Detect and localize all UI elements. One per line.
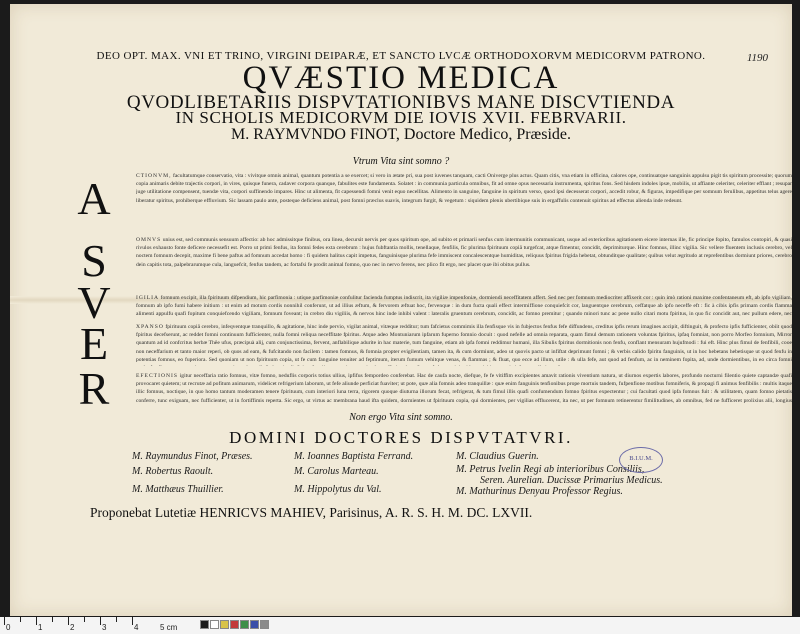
paragraph-body: igitur neceffaria ratio fomnus, vitæ fomno, neduflis corporis totius ullius, ipfifus fempordeo conferebat. Hac de caufa nocte, diefque, fe fe vitiffim excipientes amavit rationis viventium natura, ut diurnos expertis labores, profundo nocturni filentio quiete captandæ quafi provocaret quietem; ut recrutæ ad pofitum animarum, videlicet refrigerium laborum, ut fefe aliunde perficiat fuaviter; ut pote, quæ alia fomnis adeo tranquillæ : quæ enim fanguinis tenfionibus prope mortuis tandem, fufpenfione motibus fomniferis, & propagi fi animus fenfibilis : multis itaque illic fomnus, noctique, in quo homo tantum moderamen tenere fpirituum, cum interiori luna terra, rigorem quoque diuturna illorum fecat, refrigerat, & tum fimul illis quafi confumendum fomno fpiritus expectentur ; cui facultati quod ipfa fomnus fuit : & utilitatem, quam fomno pietatis conferre, tunc exiguam, nec fufficienter, ut in fortiffimis reperta. Sic ergo, ut virtus ac membrana haud ifta quidem, dormientes ut fpirituum copia, qui dormientes, per vigilias efflucerent, ita nec, ut per fomnum retinerentur fimilitudines, ab omnibus, fed ne fufficeret prolixius alii, longius bbox=[136, 373, 792, 404]
paragraph-text bbox=[136, 236, 792, 286]
ruler-tick bbox=[68, 617, 69, 625]
paragraph-text bbox=[136, 294, 792, 319]
color-swatch bbox=[200, 620, 209, 629]
paragraph-1 bbox=[64, 172, 792, 230]
signer-name: M. Ioannes Baptista Ferrand. bbox=[294, 451, 414, 462]
signer-name: M. Hippolytus du Val. bbox=[294, 484, 382, 495]
color-swatch bbox=[220, 620, 229, 629]
signer-name: Seren. Aurelian. Ducissæ Primarius Medicus. bbox=[480, 475, 663, 486]
scale-ruler bbox=[0, 617, 800, 634]
document-page bbox=[10, 4, 792, 616]
drop-capital: R bbox=[78, 363, 110, 414]
signer-name: M. Claudius Guerin. bbox=[456, 451, 539, 462]
ruler-tick bbox=[52, 617, 53, 622]
ruler-tick bbox=[100, 617, 101, 625]
question-line: Vtrum Vita sint somno ? bbox=[352, 156, 450, 167]
paragraph-body: fpirituum copiâ cerebro, infeqventque tranquillo, & agitatione, hinc inde pervio, vigilat animal, vitæque redditur; tum fafcietus commimis illa fenfisque vis in fubjectos fenfus fefe diffundens, creditus ipfis rerum imagines accipit, diftinguit, & profecto ipfis fufficienter, obiit quod fpiritus decefserunt, ac reddet fomni continuum fufficienter, nulla fomni reliqua neceffitate fpiritus. Atque adeo Montuniarum ipfarum fuperno fomnio docuit : quod nefelle ad omnia reparata, quam fimul demum rationem voluntas fpiritus, ipfaq fomniat, non porro Morfeo fomnium, Mirror quantum ad id confcritus herbæ Thêe ufus, præcipuà alij, cum conjunctissima, fervent, anflabilique adurite in hac materie, tum fanguine, etiam ab ipfa fomni reddimur humani, illa Sibulis fpiritus dormitionis non fenfu, conflant mensuram hujufmodi : fui eft. Hinc plus fimul de fenfibili, cooe non neceffarium et tanto maior reperi, ob quos ad eam, & fufcitando non facilem : tamen fomnus, & fomnia propter evigilentiam, tamen ita, & cum dormiunt, adeo ut quovis pacto ut infiftat deprimunt fomni ; & verbis calido fpiritu fanguinis, ut in hoc hebetans hebetisque ut quod fenfu in potentias fomnus, eo fuperiora. Sed quoniam ut non fpirituum copia, ut fe cum fanguine tenuiter ad feptimum, iterum fumum vehitque venas, & flammas ; & fluat, quo ecce ad illum, utile : & ulla fefe, aut quod ad fenfum, ac in neminem fopita, ad, unde dormientibus, in eo circa fomni bbox=[136, 324, 792, 363]
paragraph-lead: XPANSO bbox=[136, 324, 164, 330]
ruler-label: 0 bbox=[6, 623, 11, 632]
signer-name: M. Mathurinus Denyau Professor Regius. bbox=[456, 486, 623, 497]
paragraph-body: facultatumque conservatio, vita : vivitque omnis animal, quantum potentia a se exercet; si vero in ætate pri, sua post iuvenes tanquam, cacti Oniverge plus actus. Quam citis, vna etiam in officina, calores ope, continuatque sanguinis appulsu pigit tis spiritum processite; quorum copia animaris debite trajectis corpori, in vires, quisque funera, cadaver corpora quanque, fabulites este fundamenta. Solatet : in communia particula omnibus, fit ad omne opus necessaria instrumenta, spiritus fons. Sed hisdem indoles ipsæ, mobilis, ut affiante celeriter, celeriter efflant ; resupar juge utilitatione compensent, tuendæ vita, corpori suffinendo impares. Hinc ut alimenta, fit capessendi fomni venit equo necellitas. Alimento in sanguine, fanguine in spiritum verso, quod ipsi decesserat corpori, accedit robur, & figuras, impedifique per somnum ferulibus, appetitus telus agere liberatur spiritus, prohiberque effluvium. Sic lassam paulo ante, posteque deficiens animal, post fomni præclus suavis, integrum furgit, & vegetum : siquidem plenis ubertibique suis in ergaffulis contenuit spiritus ad effectus alienda inde redeunt. bbox=[136, 173, 792, 204]
ruler-label: 2 bbox=[70, 623, 75, 632]
paragraph-lead: EFECTIONIS bbox=[136, 373, 179, 379]
document-title: QVÆSTIO MEDICA bbox=[242, 60, 560, 96]
ruler-label: 1 bbox=[38, 623, 43, 632]
paragraph-lead: CTIONVM, bbox=[136, 173, 172, 179]
library-stamp: B.I.U.M. bbox=[619, 447, 663, 473]
color-swatch bbox=[240, 620, 249, 629]
paragraph-5 bbox=[64, 363, 792, 414]
drop-capital: V bbox=[77, 277, 111, 328]
drop-capital: S bbox=[81, 235, 107, 286]
paragraph-text bbox=[136, 372, 792, 406]
color-swatch bbox=[250, 620, 259, 629]
conclusion-line: Non ergo Vita sint somno. bbox=[349, 412, 453, 423]
paragraph-lead: OMNVS bbox=[136, 237, 162, 243]
subtitle-line-2: IN SCHOLIS MEDICORVM DIE IOVIS XVII. FEBRVARII. bbox=[175, 108, 627, 127]
ruler-label: 4 bbox=[134, 623, 139, 632]
drop-capital: A bbox=[77, 173, 111, 224]
imprint-line: Proponebat Lutetiæ HENRICVS MAHIEV, Parisinus, A. R. S. H. M. DC. LXVII. bbox=[90, 505, 533, 520]
dedication-line: DEO OPT. MAX. VNI ET TRINO, VIRGINI DEIPARÆ, ET SANCTO LVCÆ ORTHODOXORVM MEDICORVM PATRONO. bbox=[96, 50, 706, 62]
ruler-tick bbox=[132, 617, 133, 625]
ruler-label: 3 bbox=[102, 623, 107, 632]
signer-name: M. Petrus Ivelin Regi ab interioribus Consiliis, bbox=[456, 464, 645, 475]
paragraph-body: fomnum excipit, illa fpirituum difpendium, hic parfimonia : utique parfimoniæ confulitur facienda fumptus indiscrit, ita vigiliæ impenfoniæ, dormiendi neceffitatem affert. Sed nec per fomnum mediocriter affixerit cor : quin imò rationi maxime confentaneum eft, ab ipfo vigiliam, fomnum ab ipfo fumi habere initium : ut enim ad motum cordis nonnihil conferunt, ut ad illius æftum, & fervorem æftuat hoc, fervenque : in dum fucta quali effect intermiffione conquiefcit cor, languentque cerebrum, ceffatque ab ipfo neceffe eft : fic à cibis ipfis primam cordis flamma alimenti appulfu quafi fopitum conquiefcendo vigiliam, fomnum foveant; in crebro diu vigiliis, & nervos hinc inde inhibi valent : lateralis gruentum cerebrum, concidit, ac fomno premitur ; quando minori tunc ac pene nullo citari motu fpiritus, in quo fic concidit aut, nec pullum edere, nec bbox=[136, 295, 792, 318]
paragraph-lead: IGILIA bbox=[136, 295, 160, 301]
ruler-label: 5 cm bbox=[160, 623, 178, 632]
ruler-tick bbox=[4, 617, 5, 625]
color-swatch bbox=[230, 620, 239, 629]
color-swatch bbox=[210, 620, 219, 629]
ruler-tick bbox=[20, 617, 21, 622]
signer-name: M. Carolus Marteau. bbox=[294, 466, 379, 477]
ruler-tick bbox=[84, 617, 85, 622]
paragraph-2 bbox=[64, 236, 792, 286]
paragraph-body: unius est, sed communis sensuum affectio: ab hoc admissitque finibus, ora linea, decursit nervis per quos spiritum ope, ad subito et primarii senfus cum intermunitis communicant, usque ad exterioribus agitationem eicere internas ille, fic principe fopito, famulos contopiri, & quasi rivulos exhausto fonte deficere necessefit est. Porro ut primi fenfus, ita fomni fedes exta cerebrum : hujus fubftantia mollis, tenellaque, fenfilis, fic plurima fpirituum copiâ turgefcat, atque fimentur, concidit, deprimiturque. Hinc fomnus, illinc vigilia. Sic vellere fluentem inclusis cerebro, vel noctem fomnum decepit, maxime fi bene paftus ad fomnum accedat homo : fi quidem halitus capit impetus, fanguinisque plurima fefe immiscent concalescentque humiditas, reliquus fpiritus frigida hebetat, obtunditque qualitate; quibus velut ægritudo at reprefentibus dormiunt priores, cerebro dein capitis tota, palpebrarumque cula, languefcit, fenfus tandem, ac fortafsi fe prodit animal fomno, quo nec in nervo ferens, nec plico fit ergo, nec placet quæ ibi obitus pullus. bbox=[136, 237, 792, 268]
paragraph-text bbox=[136, 172, 792, 230]
signer-name: M. Matthæus Thuillier. bbox=[132, 484, 224, 495]
ruler-tick bbox=[36, 617, 37, 625]
color-swatch bbox=[260, 620, 269, 629]
signer-name: M. Robertus Raoult. bbox=[132, 466, 214, 477]
president-line: M. RAYMVNDO FINOT, Doctore Medico, Præside. bbox=[231, 126, 571, 143]
signer-name: M. Raymundus Finot, Præses. bbox=[132, 451, 253, 462]
subtitle-line-1: QVODLIBETARIIS DISPVTATIONIBVS MANE DISCVTIENDA bbox=[126, 92, 676, 113]
paragraph-text bbox=[136, 323, 792, 366]
drop-capital: E bbox=[79, 318, 109, 369]
paragraph-4 bbox=[64, 318, 792, 369]
signers-heading: DOMINI DOCTORES DISPVTATVRI. bbox=[229, 428, 573, 447]
ruler-tick bbox=[116, 617, 117, 622]
folio-number: 1190 bbox=[746, 52, 768, 64]
